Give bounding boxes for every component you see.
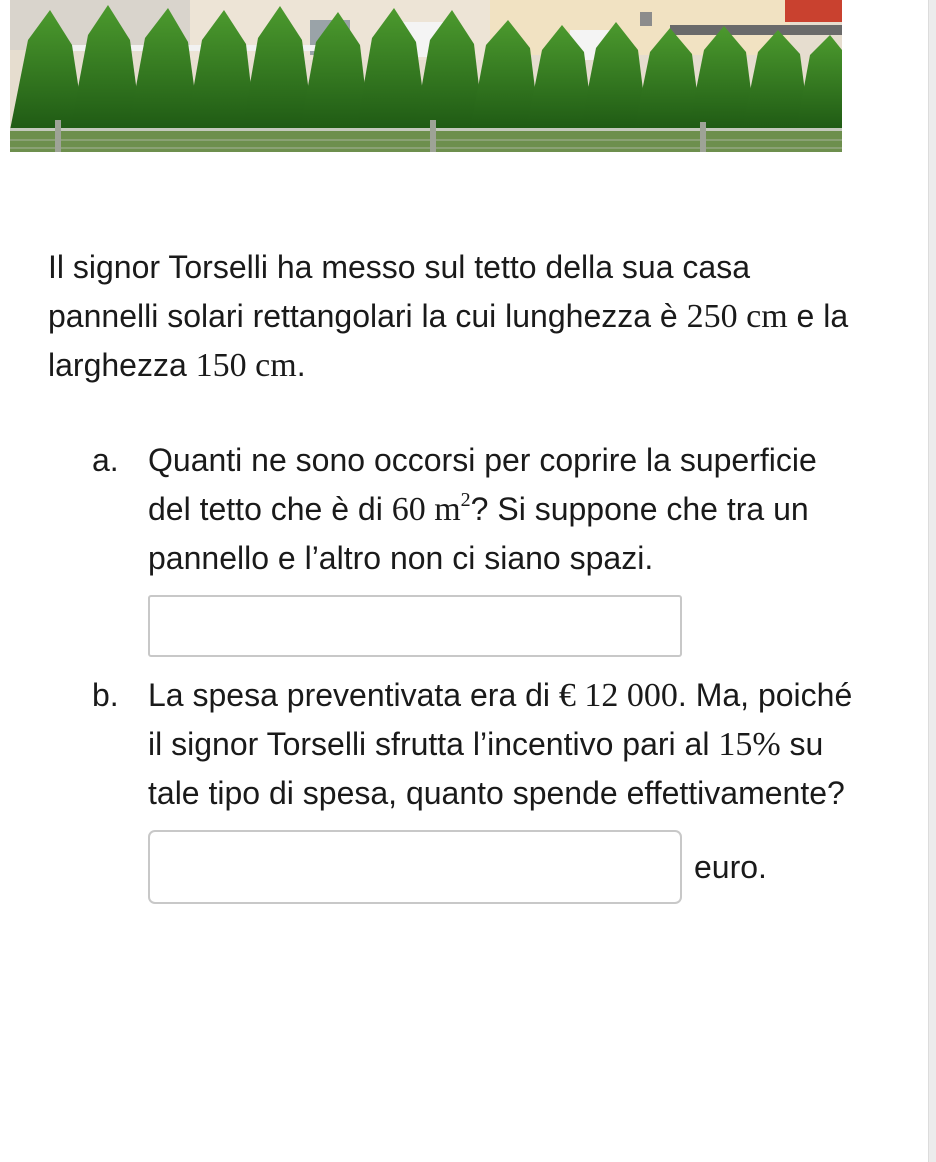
area-value-base: 60 m [391, 491, 461, 528]
question-a-text-2: ? Si suppone che tra un pannello e l’altro non ci siano spazi. [148, 491, 809, 576]
answer-b-unit: euro. [694, 848, 767, 885]
question-a-text-1: Quanti ne sono occorsi per coprire la superficie del tetto che è di [148, 442, 817, 527]
question-a-label: a. [92, 442, 119, 478]
cost-value: € 12 000 [558, 677, 678, 714]
area-exponent: 2 [460, 489, 471, 511]
width-value: 150 cm [195, 347, 297, 384]
area-value [392, 491, 471, 528]
question-b-text-3: su tale tipo di spesa, quanto spende effettivamente? [148, 726, 845, 811]
question-a [48, 436, 868, 657]
problem-intro [48, 243, 868, 390]
intro-text-1: Il signor Torselli ha messo sul tetto della sua casa pannelli solari rettangolari la cui lunghezza è [48, 249, 750, 334]
question-b-text-1: La spesa preventivata era di [148, 677, 559, 713]
question-b-text [148, 671, 868, 818]
house-hedge-photo [10, 0, 842, 152]
question-b [48, 671, 868, 904]
page-right-border [928, 0, 936, 1162]
answer-b-row [148, 830, 868, 904]
answer-b-input[interactable] [148, 830, 682, 904]
question-b-text-2: . Ma, poiché il signor Torselli sfrutta l’incentivo pari al [148, 677, 853, 762]
intro-text-2: e la larghezza [48, 298, 849, 383]
intro-text-3: . [296, 347, 306, 383]
question-b-label: b. [92, 677, 119, 713]
question-a-text [148, 436, 868, 583]
exercise-content [48, 243, 868, 904]
percent-value: 15% [718, 726, 781, 763]
answer-a-input[interactable] [148, 595, 682, 657]
length-value: 250 cm [686, 298, 788, 335]
